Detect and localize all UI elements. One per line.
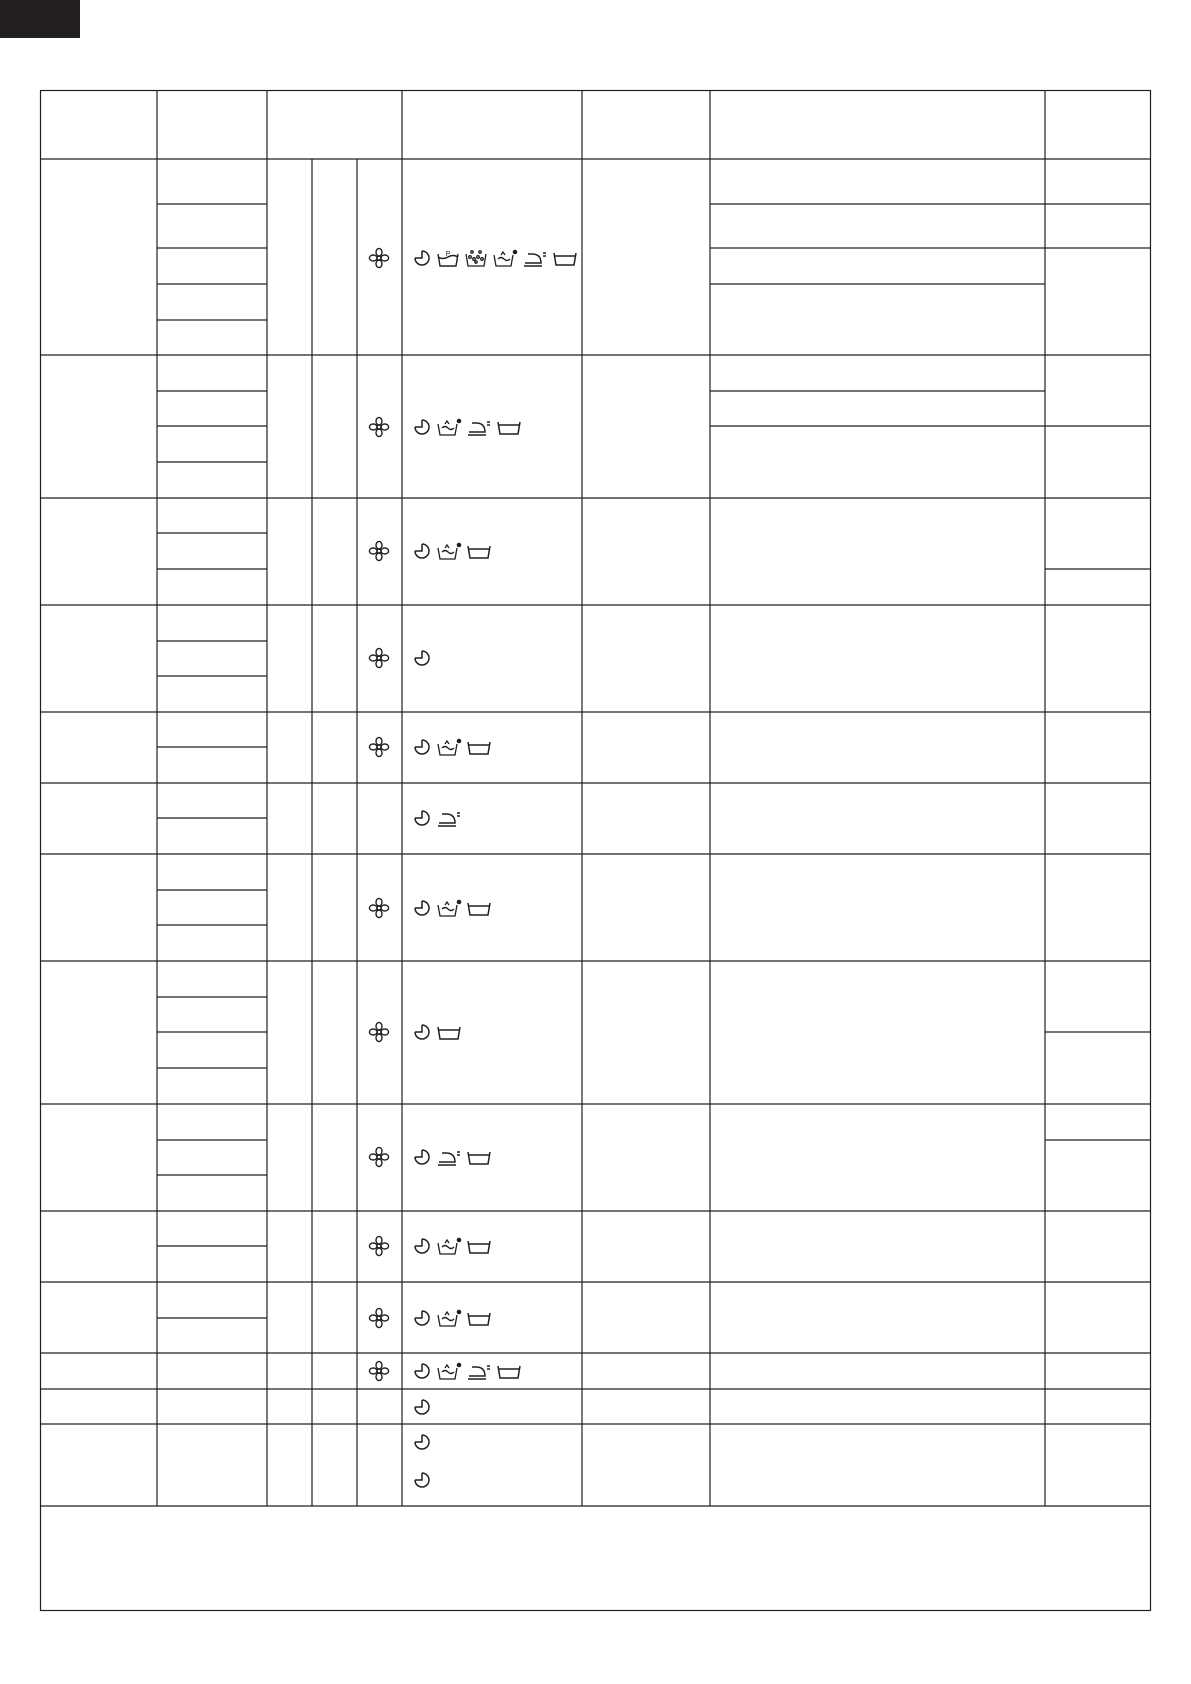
program-option-icons <box>412 539 492 563</box>
program-option-icons <box>412 1145 492 1169</box>
program-option-icons <box>412 1020 462 1044</box>
timer-icon <box>412 1397 432 1417</box>
fan-icon <box>368 246 390 270</box>
timer-icon <box>412 898 432 918</box>
timer-icon <box>412 1236 432 1256</box>
timer-icon <box>412 1022 432 1042</box>
extra-rinse-icon <box>466 1236 492 1256</box>
easy-iron-icon <box>522 248 548 268</box>
timer-icon <box>412 417 432 437</box>
fan-icon <box>368 1306 390 1330</box>
timer-icon <box>412 808 432 828</box>
program-option-icons <box>412 735 492 759</box>
fan-icon <box>368 415 390 439</box>
timer-icon <box>412 648 432 668</box>
extra-rinse-icon <box>436 1022 462 1042</box>
timer-icon <box>412 541 432 561</box>
fan-icon <box>368 735 390 759</box>
fan-icon <box>368 1234 390 1258</box>
fan-icon <box>368 896 390 920</box>
easy-iron-icon <box>466 417 492 437</box>
extra-rinse-icon <box>466 737 492 757</box>
extra-rinse-icon <box>466 1308 492 1328</box>
program-option-icons <box>412 1430 432 1454</box>
easy-iron-icon <box>436 808 462 828</box>
timer-icon <box>412 1147 432 1167</box>
sensor-tub-icon <box>436 1308 462 1328</box>
extra-rinse-icon <box>496 417 522 437</box>
timer-icon <box>412 1432 432 1452</box>
timer-icon <box>412 1470 432 1490</box>
easy-iron-icon <box>466 1361 492 1381</box>
sensor-tub-icon <box>436 541 462 561</box>
sensor-tub-icon <box>436 1236 462 1256</box>
program-option-icons <box>412 1306 492 1330</box>
prewash-tub-icon <box>436 248 460 268</box>
timer-icon <box>412 737 432 757</box>
fan-icon <box>368 1020 390 1044</box>
sensor-tub-icon <box>436 737 462 757</box>
svg-text:P: P <box>445 251 451 258</box>
program-option-icons <box>412 1359 522 1383</box>
program-option-icons <box>412 1234 492 1258</box>
program-option-icons <box>412 415 522 439</box>
fan-icon <box>368 539 390 563</box>
timer-icon <box>412 1361 432 1381</box>
sensor-tub-icon <box>436 1361 462 1381</box>
program-option-icons <box>412 646 432 670</box>
timer-icon <box>412 248 432 268</box>
extra-rinse-icon <box>466 898 492 918</box>
extra-rinse-icon <box>552 248 578 268</box>
steam-tub-icon <box>464 248 488 268</box>
program-option-icons <box>412 896 492 920</box>
sensor-tub-icon <box>436 417 462 437</box>
sensor-tub-icon <box>492 248 518 268</box>
extra-rinse-icon <box>466 1147 492 1167</box>
fan-icon <box>368 646 390 670</box>
fan-icon <box>368 1359 390 1383</box>
program-option-icons <box>412 806 462 830</box>
easy-iron-icon <box>436 1147 462 1167</box>
sensor-tub-icon <box>436 898 462 918</box>
program-option-icons <box>412 1468 432 1492</box>
extra-rinse-icon <box>466 541 492 561</box>
timer-icon <box>412 1308 432 1328</box>
program-option-icons <box>412 1395 432 1419</box>
program-option-icons <box>412 246 578 270</box>
extra-rinse-icon <box>496 1361 522 1381</box>
fan-icon <box>368 1145 390 1169</box>
